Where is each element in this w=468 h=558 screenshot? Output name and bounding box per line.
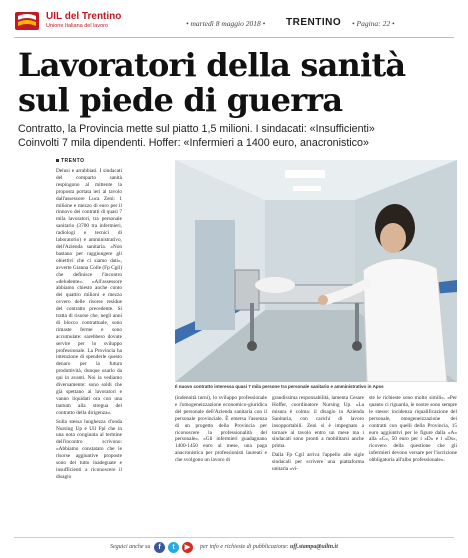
byline: TRENTO [56,158,84,164]
contact-prefix: per info e richieste di pubblicazione: [200,544,289,550]
facebook-icon[interactable]: f [154,542,165,553]
subtitle-line-1: Contratto, la Provincia mette sul piatto 1,5 milioni. I sindacati: «Insufficienti» [18,123,375,135]
page-header [14,10,460,38]
contact-email-link[interactable]: uff.stampa@uiltn.it [289,544,338,550]
title-line-2: sul piede di guerra [18,81,343,119]
org-subtitle: Unione Italiana del lavoro [46,23,109,29]
body-column-3 [272,395,364,532]
follow-text: Seguici anche su [110,544,151,550]
body-paragraph: Delusi e arrabbiati. I sindacati del comparto sanità respingono al mittente la proposta portata ieri al tavolo dall'assessore Luca Zeni: 1 milione e mezzo di euro per il rinnovo dei contratti di quasi 7 mila lavoratori, tra personale sanitario (3700 tra infermieri, radiologi e tecnici di laboratorio) e amministrativo, dell'Azienda sanitaria. «Non bastano per raggiungere gli obiettivi che ci siamo dati», avverte Gianna Colle (Fp Cgil) che definisce l'incontro «deludente». «All'assessore abbiamo chiesto anche conto dei quattro milioni e mezzo ovvero delle risorse residue del contratto precedente. Si tratta di risorse che, negli anni di blocco contrattuale, sono rimaste ferme e sono accumulate: sarebbero dovute servire per lo sviluppo professionale. La Provincia ha intenzione di spenderle questo denaro per la futura produttività, dunque usarlo da qui in avanti. Noi la vediamo diversamente: sono soldi che già spettano ai lavoratori e vanno liquidati ora con una tantum alla stregua del contratto della dirigenza». [56,168,122,416]
uil-logo-icon [14,10,40,32]
photo-caption: Il nuovo contratto interessa quasi 7 mila persone tra personale sanitario e amministrativo in Apss [175,384,384,389]
footer-divider [14,537,454,538]
hospital-corridor-image [175,160,457,382]
section-name: TRENTINO [286,17,342,28]
organization [46,11,121,29]
body-column-4 [369,395,457,532]
contact-info [200,544,338,550]
article-photo [175,160,457,382]
twitter-icon[interactable]: t [168,542,179,553]
body-paragraph: grandissima responsabilità, lamenta Cesare Hoffer, coordinatore Nursing Up. «La misura è colma: il disagio in Azienda Sanitaria, con carichi di lavoro insopportabili. Zeni si è impegnato a tornare al tavolo entro un mese ma i sindacati sono pronti a mobilitarsi anche prima. [272,395,364,450]
body-column-2 [175,395,267,532]
body-paragraph: (indennità turni), lo sviluppo professionale e l'omogeneizzazione economico-giuridica del personale dell'Azienda sanitaria con il personale provinciale. È emersa l'assenza di un progetto della Provincia per riconoscere la professionalità del personale». «Gli infermieri guadagnano 1400-1450 euro al mese, una paga anacronistica per professionisti laureati e che svolgono un lavoro di [175,395,267,464]
body-column-1 [56,168,122,532]
subtitle-line-2: Coinvolti 7 mila dipendenti. Hoffer: «Infermieri a 1400 euro, anacronistico» [18,137,369,149]
youtube-icon[interactable]: ▶ [182,542,193,553]
page-number: • Pagina: 22 • [352,19,395,28]
header-divider [14,37,454,38]
org-name: UIL del Trentino [46,11,122,22]
title-line-1: Lavoratori della sanità [18,46,406,84]
article-title [18,48,458,118]
body-paragraph: ste le richieste sono molto simili». «Per quanto ci riguarda, le nostre sono sempre le stesse: incidenza riqualificazione del personale, omogeneizzazione dei contratti con quelli della Provincia, 15 euro aggiuntivi per le figure dalla «A» alla «C», 50 euro per i «D» e i «Ds», ricovero della questione che gli infermieri devono versare per l'iscrizione obbligatoria all'albo professionale». [369,395,457,464]
body-paragraph: Dalla Fp Cgil arriva l'appello alle sigle sindacali per scrivere una piattaforma unitaria «vi- [272,452,364,473]
body-paragraph: Sulla stessa lunghezza d'onda Nursing Up e Uil Fpl che in una nota congiunta al termine dell'incontro scrivono: «Abbiamo constatato che le risorse aggiuntive proposte sono del tutto inadeguate e insufficienti a riconoscere il disagio [56,418,122,480]
article-subtitle [18,122,458,150]
publication-date: • martedì 8 maggio 2018 • [186,19,266,28]
